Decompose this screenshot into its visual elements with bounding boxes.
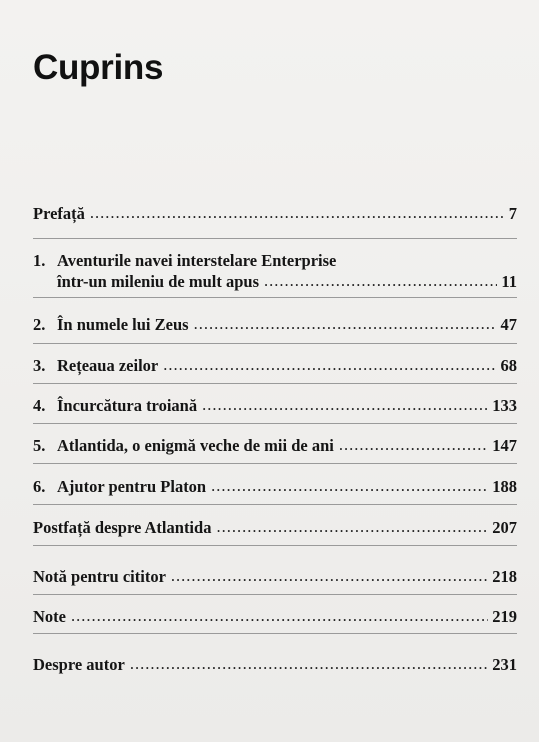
toc-entry-label: În numele lui Zeus [57, 315, 189, 334]
toc-entry-number: 1. [33, 251, 46, 270]
toc-entry-number: 2. [33, 315, 46, 334]
toc-entry-chapter-1[interactable] [33, 250, 517, 292]
toc-entry-page: 47 [500, 315, 517, 334]
toc-entry-chapter-3[interactable] [33, 355, 517, 376]
toc-entry-page: 218 [492, 567, 517, 586]
dot-leader [130, 653, 488, 674]
separator [33, 297, 517, 298]
toc-entry-label: Notă pentru cititor [33, 567, 166, 586]
toc-entry-chapter-6[interactable] [33, 476, 517, 497]
toc-entry-page: 231 [492, 655, 517, 674]
toc-entry-number: 5. [33, 436, 46, 455]
toc-entry-label: Postfață despre Atlantida [33, 518, 212, 537]
toc-entry-label: Rețeaua zeilor [57, 356, 159, 375]
toc-entry-page: 11 [501, 272, 517, 291]
toc-entry-number: 4. [33, 396, 46, 415]
toc-entry-chapter-4[interactable] [33, 395, 517, 416]
toc-entry-page: 7 [508, 204, 517, 223]
toc-entry-label: Despre autor [33, 655, 125, 674]
dot-leader [211, 475, 488, 496]
toc-entry-label: Note [33, 607, 66, 626]
separator [33, 545, 517, 546]
dot-leader [194, 313, 497, 334]
separator [33, 633, 517, 634]
toc-entry-chapter-5[interactable] [33, 435, 517, 456]
page-title: Cuprins [33, 48, 164, 87]
toc-entry-number: 6. [33, 477, 46, 496]
toc-entry-label: Prefață [33, 204, 85, 223]
separator [33, 594, 517, 595]
separator [33, 504, 517, 505]
toc-entry-page: 68 [500, 356, 517, 375]
toc-entry-despre-autor[interactable] [33, 654, 517, 675]
toc-entry-prefata[interactable] [33, 203, 517, 224]
separator [33, 383, 517, 384]
dot-leader [339, 434, 488, 455]
toc-entry-page: 147 [492, 436, 517, 455]
toc-entry-chapter-2[interactable] [33, 314, 517, 335]
dot-leader [71, 605, 488, 626]
separator [33, 463, 517, 464]
dot-leader [90, 202, 505, 223]
separator [33, 423, 517, 424]
toc-entry-page: 219 [492, 607, 517, 626]
separator [33, 238, 517, 239]
dot-leader [264, 270, 497, 291]
dot-leader [171, 565, 488, 586]
toc-entry-label-continued: într-un mileniu de mult apus [57, 272, 260, 291]
dot-leader [216, 516, 488, 537]
dot-leader [202, 394, 488, 415]
toc-entry-nota[interactable] [33, 566, 517, 587]
toc-entry-label: Aventurile navei interstelare Enterprise [57, 251, 337, 270]
toc-entry-label: Ajutor pentru Platon [57, 477, 207, 496]
toc-entry-label: Încurcătura troiană [57, 396, 198, 415]
toc-entry-number: 3. [33, 356, 46, 375]
toc-entry-label: Atlantida, o enigmă veche de mii de ani [57, 436, 334, 455]
toc-entry-postfata[interactable] [33, 517, 517, 538]
dot-leader [163, 354, 496, 375]
separator [33, 343, 517, 344]
toc-entry-page: 188 [492, 477, 517, 496]
toc-entry-page: 207 [492, 518, 517, 537]
toc-entry-page: 133 [492, 396, 517, 415]
toc-entry-note[interactable] [33, 606, 517, 627]
